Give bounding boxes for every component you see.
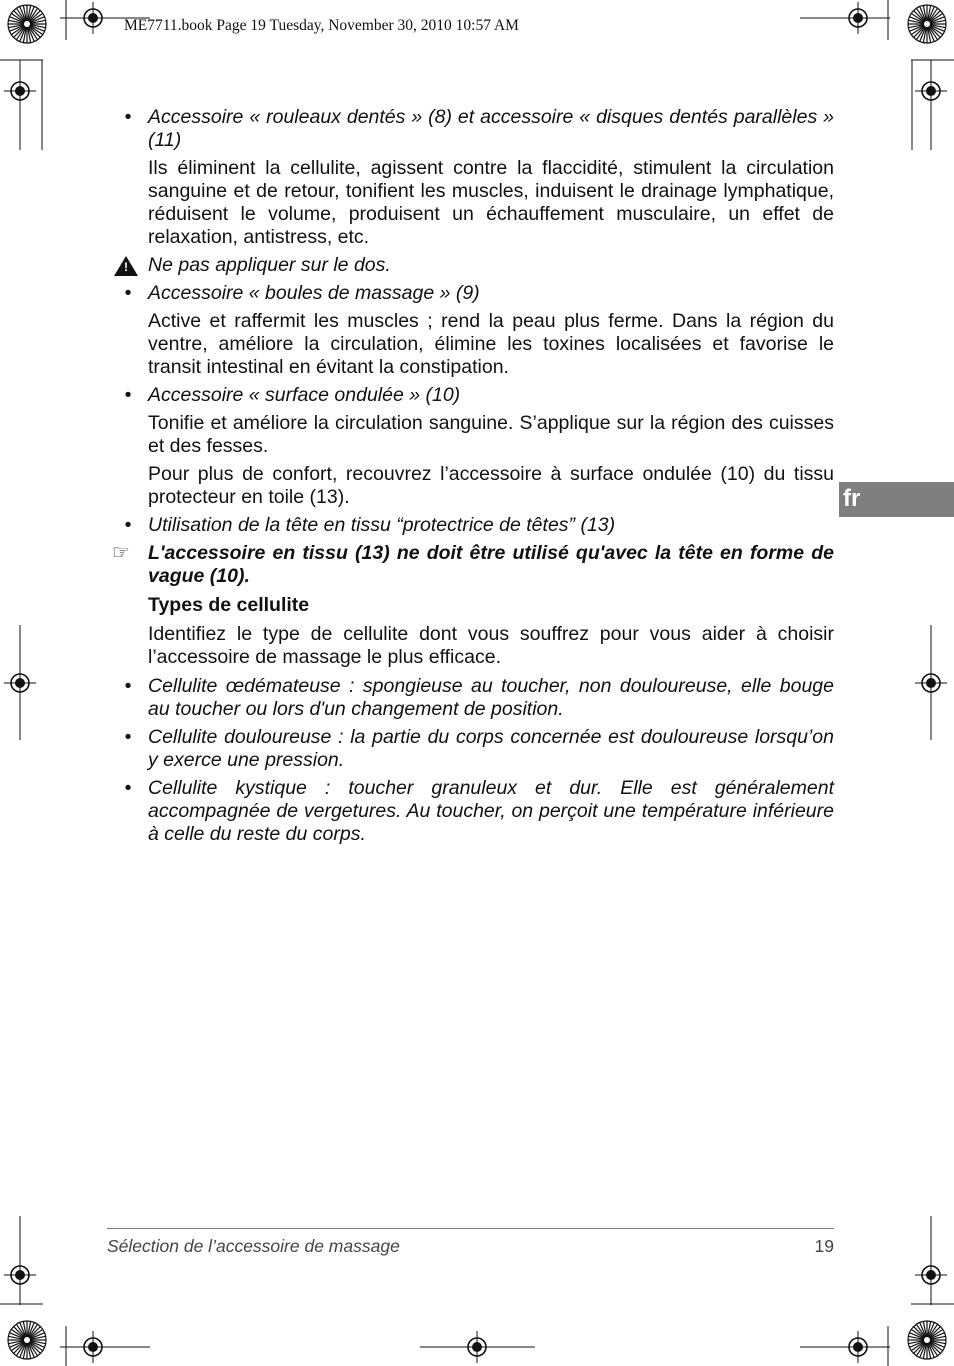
important-note — [112, 542, 834, 588]
bullet: • — [124, 777, 132, 799]
item-title: Accessoire « rouleaux dentés » (8) et accessoire « disques dentés parallèles » (11) — [148, 106, 834, 151]
item-body: Ils éliminent la cellulite, agissent contre la flaccidité, stimulent la circulation sanguine et de retour, tonifient les muscles, induisent le drainage lymphatique, réduisent le volume, produisent un échauffement musculaire, un effet de relaxation, antistress, etc. — [148, 157, 834, 248]
print-header-stamp: ME7711.book Page 19 Tuesday, November 30, 2010 10:57 AM — [124, 17, 519, 34]
item-title: Utilisation de la tête en tissu “protectrice de têtes” (13) — [148, 514, 616, 536]
item-body: Active et raffermit les muscles ; rend la peau plus ferme. Dans la région du ventre, améliore la circulation, élimine les toxines localisées et favorise le transit intestinal en évitant la constipation. — [148, 310, 834, 378]
section-heading: Types de cellulite — [148, 594, 310, 616]
item-body-2: Pour plus de confort, recouvrez l’accessoire à surface ondulée (10) du tissu protecteur en toile (13). — [148, 463, 834, 508]
list-item-wave — [112, 384, 834, 509]
item-title: Accessoire « boules de massage » (9) — [148, 282, 480, 304]
section-cellulite-types — [112, 594, 834, 669]
list-item-type-3 — [112, 777, 834, 846]
page-number: 19 — [814, 1236, 834, 1256]
bullet: • — [124, 384, 132, 406]
item-body: Tonifie et améliore la circulation sanguine. S’applique sur la région des cuisses et des fesses. — [148, 412, 834, 457]
warning-note — [112, 254, 834, 277]
bullet: • — [124, 514, 132, 536]
note-text: L'accessoire en tissu (13) ne doit être utilisé qu'avec la tête en forme de vague (10). — [148, 542, 834, 587]
bullet: • — [124, 675, 132, 697]
bullet: • — [124, 106, 132, 128]
item-text: Cellulite œdémateuse : spongieuse au toucher, non douloureuse, elle bouge au toucher ou lors d'un changement de position. — [148, 675, 834, 720]
item-text: Cellulite kystique : toucher granuleux et dur. Elle est généralement accompagnée de vergetures. Au toucher, on perçoit une température inférieure à celle du reste du corps. — [148, 777, 834, 845]
warning-text: Ne pas appliquer sur le dos. — [148, 254, 391, 276]
warning-icon: ! — [114, 256, 138, 276]
list-item-balls — [112, 282, 834, 379]
page-content — [112, 106, 834, 846]
list-item-type-1 — [112, 675, 834, 721]
section-intro: Identifiez le type de cellulite dont vous souffrez pour vous aider à choisir l’accessoire de massage le plus efficace. — [148, 623, 834, 668]
footer-divider — [107, 1228, 834, 1229]
language-tab: fr — [839, 482, 954, 517]
item-title: Accessoire « surface ondulée » (10) — [148, 384, 461, 406]
list-item-fabric-head — [112, 514, 834, 537]
list-item-rollers — [112, 106, 834, 249]
list-item-type-2 — [112, 726, 834, 772]
item-text: Cellulite douloureuse : la partie du corps concernée est douloureuse lorsqu’on y exerce une pression. — [148, 726, 834, 771]
bullet: • — [124, 282, 132, 304]
footer-section-title: Sélection de l’accessoire de massage — [107, 1236, 400, 1256]
pointing-hand-icon: ☞ — [112, 542, 130, 564]
bullet: • — [124, 726, 132, 748]
